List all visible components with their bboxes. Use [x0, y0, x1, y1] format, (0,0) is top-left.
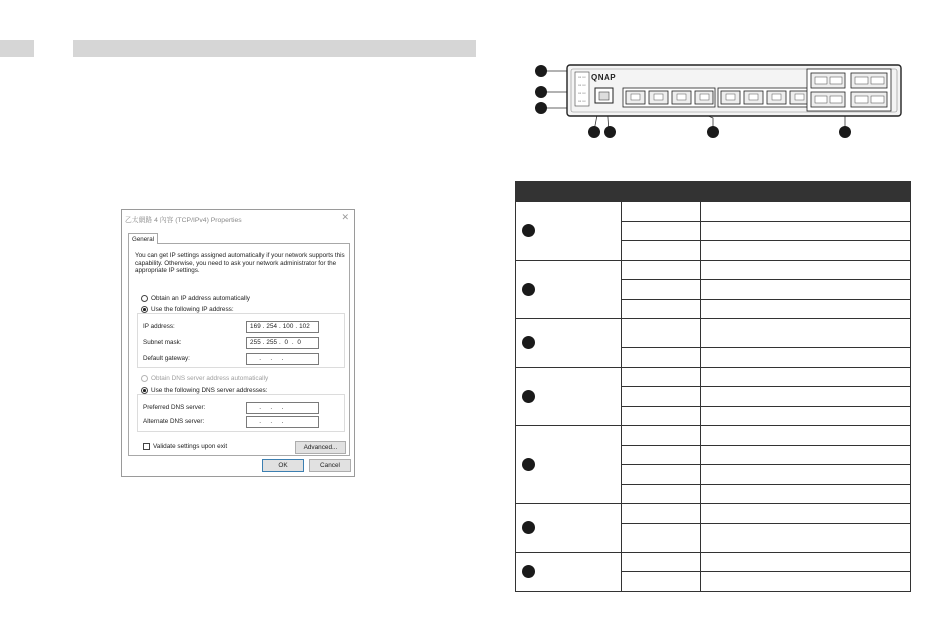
validate-settings-checkbox[interactable] [143, 443, 150, 450]
description-cell [700, 572, 910, 592]
ipv4-properties-dialog [121, 209, 355, 477]
callout-dot-icon [522, 390, 535, 403]
description-cell [700, 465, 910, 485]
status-cell [621, 319, 700, 348]
obtain-ip-auto-label: Obtain an IP address automatically [151, 295, 250, 302]
status-cell [621, 523, 700, 552]
alternate-dns-field[interactable]: . . . [246, 416, 319, 428]
table-row [516, 319, 911, 348]
callout-dot-icon [522, 565, 535, 578]
svg-text:▭ ▭: ▭ ▭ [578, 91, 586, 95]
brand-logo: QNAP [591, 73, 617, 82]
default-gateway-label: Default gateway: [143, 355, 190, 362]
description-cell [700, 348, 910, 368]
preferred-dns-field[interactable]: . . . [246, 402, 319, 414]
description-cell [700, 299, 910, 319]
callout-4 [588, 126, 600, 138]
callout-5 [604, 126, 616, 138]
cancel-button[interactable]: Cancel [309, 459, 351, 472]
dialog-titlebar [122, 210, 354, 227]
callout-cell [516, 319, 622, 368]
default-gateway-field[interactable]: . . . [246, 353, 319, 365]
switch-illustration [515, 60, 915, 140]
description-cell [700, 387, 910, 407]
status-cell [621, 504, 700, 524]
callout-cell [516, 260, 622, 319]
status-cell [621, 572, 700, 592]
use-following-dns-label: Use the following DNS server addresses: [151, 387, 268, 394]
description-cell [700, 202, 910, 222]
subnet-mask-label: Subnet mask: [143, 339, 182, 346]
status-cell [621, 484, 700, 504]
description-cell [700, 504, 910, 524]
alternate-dns-label: Alternate DNS server: [143, 418, 205, 425]
callout-1 [535, 65, 547, 77]
status-cell [621, 202, 700, 222]
status-cell [621, 367, 700, 387]
obtain-dns-auto-label: Obtain DNS server address automatically [151, 375, 269, 382]
ip-address-label: IP address: [143, 323, 175, 330]
status-cell [621, 221, 700, 241]
table-header-cell [516, 182, 622, 202]
use-following-ip-radio[interactable] [141, 306, 148, 313]
callout-7 [839, 126, 851, 138]
close-icon[interactable]: ✕ [341, 212, 349, 222]
status-cell [621, 299, 700, 319]
description-cell [700, 445, 910, 465]
use-following-ip-label: Use the following IP address: [151, 306, 234, 313]
callout-dot-icon [522, 458, 535, 471]
status-cell [621, 260, 700, 280]
subnet-mask-field[interactable]: 255 . 255 . 0 . 0 [246, 337, 319, 349]
validate-settings-label: Validate settings upon exit [153, 443, 228, 450]
status-cell [621, 241, 700, 261]
description-cell [700, 523, 910, 552]
description-cell [700, 426, 910, 446]
svg-text:▭ ▭: ▭ ▭ [578, 83, 586, 87]
obtain-dns-auto-radio[interactable] [141, 375, 148, 382]
callout-dot-icon [522, 224, 535, 237]
callout-dot-icon [522, 521, 535, 534]
use-following-dns-radio[interactable] [141, 387, 148, 394]
callout-cell [516, 367, 622, 426]
table-row [516, 426, 911, 446]
callout-3 [535, 102, 547, 114]
header-bar-short [0, 40, 34, 57]
preferred-dns-label: Preferred DNS server: [143, 404, 206, 411]
status-cell [621, 348, 700, 368]
description-cell [700, 367, 910, 387]
tab-general[interactable]: General [128, 233, 158, 244]
description-cell [700, 260, 910, 280]
general-panel [128, 243, 350, 456]
description-cell [700, 552, 910, 572]
table-row [516, 552, 911, 572]
obtain-ip-auto-radio[interactable] [141, 295, 148, 302]
table-body [516, 202, 911, 592]
table-row [516, 367, 911, 387]
led-spec-table [515, 181, 911, 592]
callout-2 [535, 86, 547, 98]
dialog-description: You can get IP settings assigned automatically if your network supports this capability. Otherwise, you need to ask your network administrator for the appropriate IP settings. [135, 252, 345, 275]
table-row [516, 504, 911, 524]
callout-cell [516, 552, 622, 591]
ok-button[interactable]: OK [262, 459, 304, 472]
description-cell [700, 221, 910, 241]
dialog-title: 乙太網路 4 內容 (TCP/IPv4) Properties [125, 217, 242, 224]
svg-text:▭ ▭: ▭ ▭ [578, 99, 586, 103]
callout-cell [516, 504, 622, 553]
callout-dot-icon [522, 283, 535, 296]
status-cell [621, 445, 700, 465]
callout-6 [707, 126, 719, 138]
table-row [516, 260, 911, 280]
description-cell [700, 280, 910, 300]
table-header-cell [700, 182, 910, 202]
table-row [516, 202, 911, 222]
status-cell [621, 280, 700, 300]
status-cell [621, 465, 700, 485]
ip-address-field[interactable]: 169 . 254 . 100 . 102 [246, 321, 319, 333]
description-cell [700, 484, 910, 504]
status-cell [621, 552, 700, 572]
callout-dot-icon [522, 336, 535, 349]
description-cell [700, 406, 910, 426]
svg-text:▭ ▭: ▭ ▭ [578, 75, 586, 79]
description-cell [700, 319, 910, 348]
advanced-button[interactable]: Advanced... [295, 441, 346, 454]
status-cell [621, 406, 700, 426]
callout-cell [516, 202, 622, 261]
status-cell [621, 426, 700, 446]
callout-cell [516, 426, 622, 504]
status-cell [621, 387, 700, 407]
table-header-cell [621, 182, 700, 202]
header-bar-long [73, 40, 476, 57]
description-cell [700, 241, 910, 261]
